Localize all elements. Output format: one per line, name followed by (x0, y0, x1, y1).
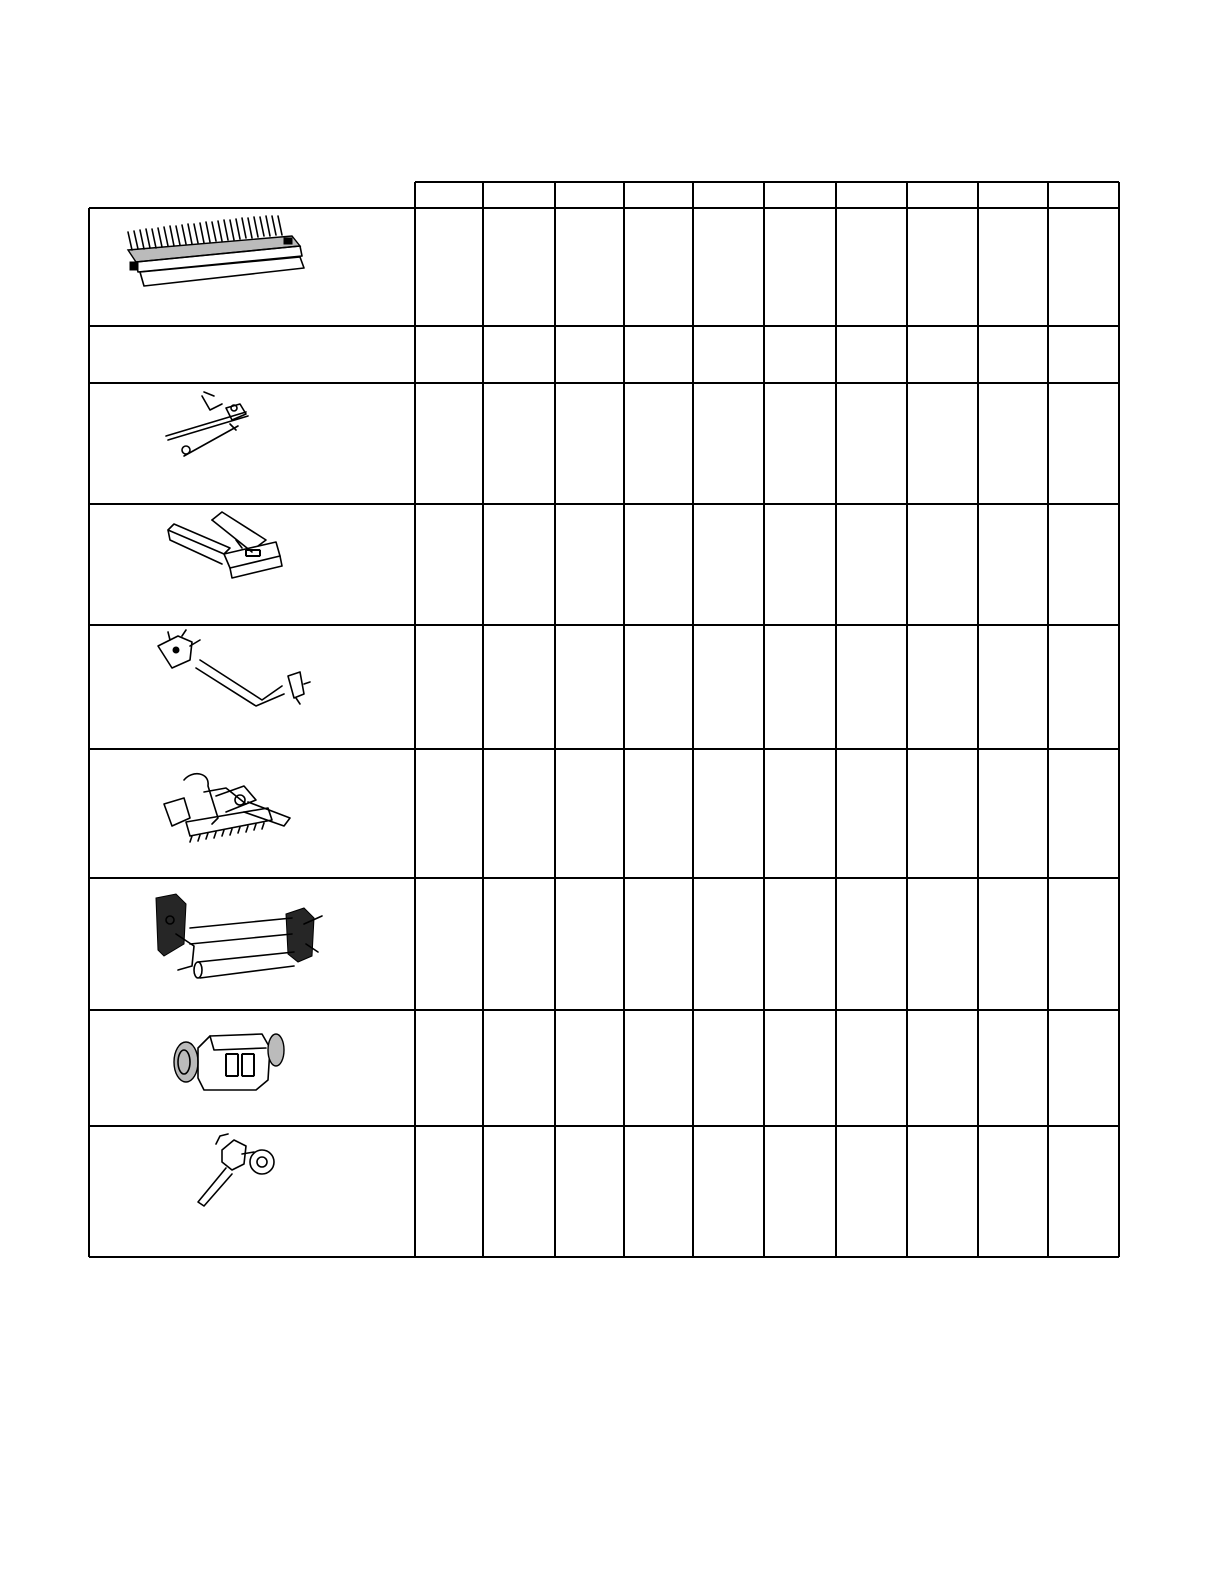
knob-block-illustration (174, 1034, 284, 1090)
comb-plate-illustration (128, 216, 304, 286)
bent-bar-clamp-illustration (158, 630, 310, 706)
clamp-lever-illustration (198, 1134, 274, 1206)
table-grid (89, 182, 1119, 1257)
rod-linkage-illustration (166, 392, 248, 456)
twin-rod-carriage-illustration (156, 894, 322, 978)
bracket-frame-illustration (168, 512, 282, 578)
lever-arm-assembly-illustration (164, 774, 290, 842)
